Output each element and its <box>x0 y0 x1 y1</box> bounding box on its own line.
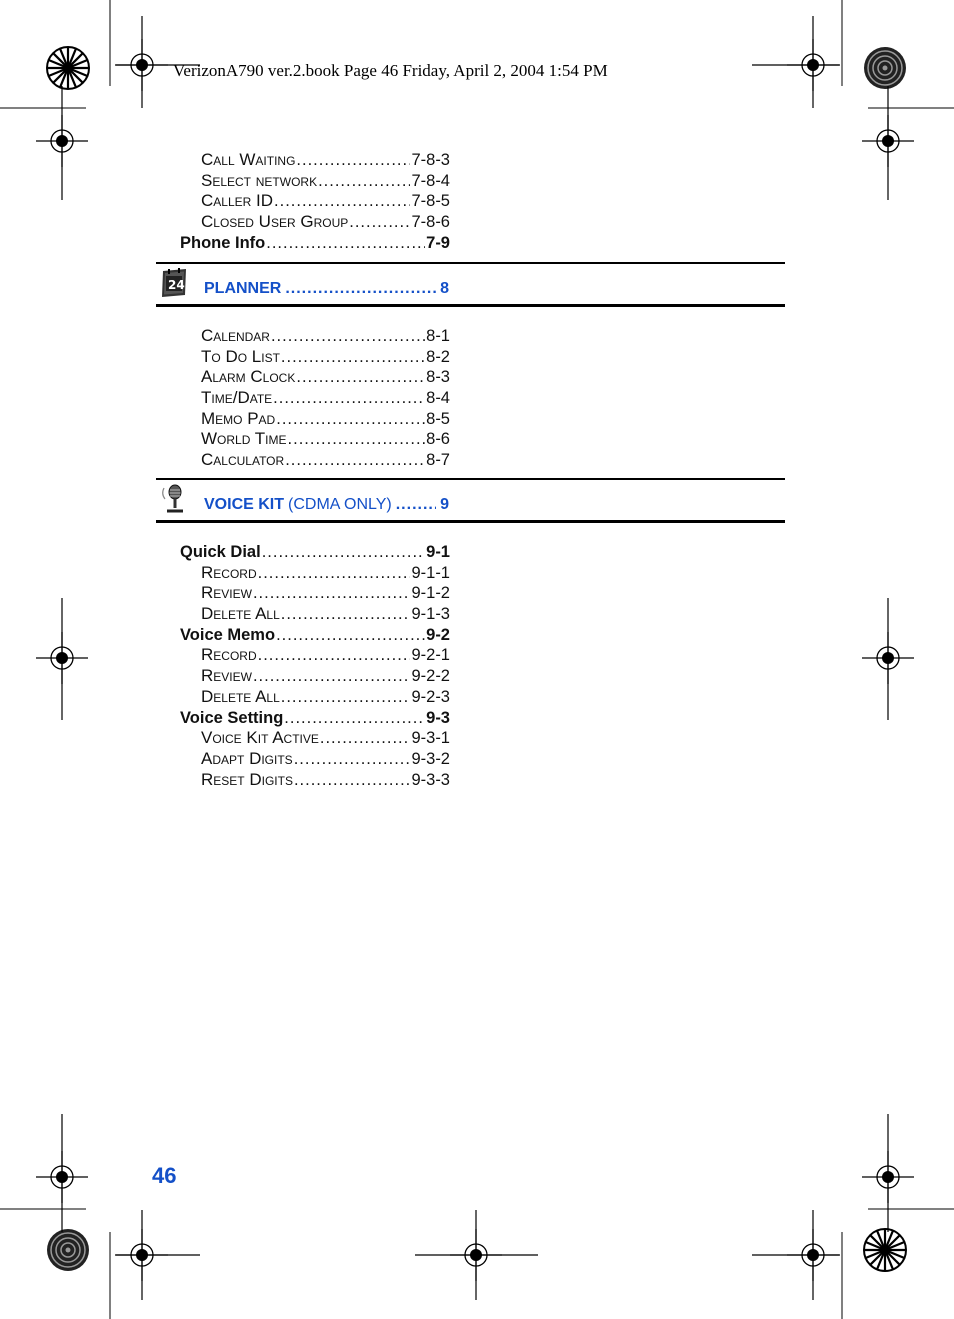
toc-entry-label: Voice Kit Active <box>201 728 319 748</box>
leader-dots <box>281 604 411 625</box>
leader-dots <box>253 583 411 604</box>
toc-entry-label: Phone Info <box>180 233 266 252</box>
leader-dots <box>273 388 425 409</box>
chapter-title-voice-kit <box>204 496 449 514</box>
toc-entry-label: Delete All <box>201 604 280 624</box>
toc-entry-page: 8-3 <box>426 368 450 387</box>
toc-entry-page: 9-1-2 <box>411 584 450 603</box>
toc-entry-page: 8-5 <box>426 409 450 428</box>
leader-dots <box>285 450 425 471</box>
leader-dots <box>294 770 411 791</box>
chapter-header-planner <box>156 262 785 307</box>
toc-entry <box>180 645 450 666</box>
toc-entry <box>180 687 450 708</box>
leader-dots <box>296 150 410 171</box>
toc-entry-page: 9-3 <box>426 708 450 727</box>
leader-dots <box>258 563 411 584</box>
toc-entry-label: Calculator <box>201 450 285 470</box>
toc-block-phone <box>180 150 450 253</box>
toc-entry-page: 9-2-3 <box>411 687 450 706</box>
toc-entry <box>180 429 450 450</box>
toc-entry <box>180 450 450 471</box>
leader-dots <box>276 409 425 430</box>
toc-entry <box>180 708 450 729</box>
toc-entry-page: 8-6 <box>426 430 450 449</box>
toc-entry <box>180 583 450 604</box>
chapter-name: VOICE KIT <box>204 496 285 513</box>
toc-entry-label: Review <box>201 666 252 686</box>
toc-entry <box>180 625 450 646</box>
leader-dots <box>281 347 425 368</box>
toc-entry-label: Calendar <box>201 326 270 345</box>
leader-dots <box>274 191 410 212</box>
chapter-qualifier: (CDMA ONLY) <box>288 496 392 513</box>
toc-entry <box>180 542 450 563</box>
toc-entry-label: Record <box>201 645 257 665</box>
toc-entry-label: Adapt Digits <box>201 748 293 768</box>
leader-dots <box>320 728 411 749</box>
toc-entry-label: Caller ID <box>201 191 274 211</box>
toc-entry-label: Reset Digits <box>201 769 293 789</box>
toc-entry-page: 9-3-1 <box>411 729 450 748</box>
toc-entry <box>180 191 450 212</box>
leader-dots <box>281 687 411 708</box>
toc-entry-page: 8-1 <box>426 327 450 345</box>
toc-block-voice-kit <box>180 542 450 790</box>
toc-entry-label: Quick Dial <box>180 543 261 561</box>
leader-dots <box>262 542 425 563</box>
toc-entry-page: 7-8-5 <box>411 192 450 211</box>
chapter-number: 8 <box>440 280 449 297</box>
svg-text:24: 24 <box>168 278 185 292</box>
toc-entry <box>180 347 450 368</box>
toc-entry <box>180 666 450 687</box>
leader-dots <box>296 367 425 388</box>
calendar-24-icon <box>160 268 188 298</box>
leader-dots <box>271 326 425 347</box>
toc-entry-page: 7-9 <box>426 233 450 252</box>
toc-entry-label: Memo Pad <box>201 408 276 428</box>
leader-dots <box>318 171 410 192</box>
toc-entry <box>180 326 450 347</box>
toc-entry <box>180 388 450 409</box>
toc-entry-label: Voice Memo <box>180 625 276 644</box>
toc-entry <box>180 367 450 388</box>
toc-entry <box>180 233 450 254</box>
leader-dots <box>258 645 411 666</box>
toc-entry <box>180 728 450 749</box>
chapter-header-voice-kit <box>156 478 785 523</box>
toc-entry-page: 9-2-2 <box>411 667 450 686</box>
toc-entry-page: 9-3-2 <box>411 749 450 768</box>
toc-entry <box>180 604 450 625</box>
leader-dots <box>349 212 410 233</box>
toc-entry-page: 7-8-3 <box>411 151 450 169</box>
toc-entry-label: Record <box>201 562 257 582</box>
leader-dots <box>288 429 426 450</box>
leader-dots <box>294 749 411 770</box>
toc-entry <box>180 770 450 791</box>
toc-entry-page: 7-8-6 <box>411 213 450 232</box>
microphone-icon <box>160 484 188 514</box>
toc-entry-label: Call Waiting <box>201 150 296 169</box>
toc-entry-page: 7-8-4 <box>411 171 450 190</box>
toc-entry-label: Closed User Group <box>201 212 349 232</box>
toc-entry <box>180 563 450 584</box>
print-header-slug: VerizonA790 ver.2.book Page 46 Friday, April 2, 2004 1:54 PM <box>173 61 608 80</box>
toc-entry-page: 9-1-1 <box>411 563 450 582</box>
leader-dots <box>276 625 425 646</box>
toc-entry-label: World Time <box>201 429 287 449</box>
toc-entry-label: To Do List <box>201 346 280 366</box>
chapter-title-planner <box>204 280 449 298</box>
toc-entry-page: 8-2 <box>426 347 450 366</box>
toc-entry-page: 9-3-3 <box>411 770 450 789</box>
toc-entry-label: Delete All <box>201 686 280 706</box>
leader-dots <box>253 666 411 687</box>
toc-entry-page: 9-2-1 <box>411 646 450 665</box>
leader-dots <box>284 708 425 729</box>
toc-entry-page: 9-1 <box>426 543 450 561</box>
toc-block-planner <box>180 326 450 471</box>
chapter-name: PLANNER <box>204 280 282 297</box>
toc-entry-page: 8-7 <box>426 451 450 470</box>
toc-entry-label: Time/Date <box>201 388 273 408</box>
toc-entry-label: Voice Setting <box>180 708 284 727</box>
toc-entry <box>180 409 450 430</box>
toc-entry <box>180 150 450 171</box>
chapter-number: 9 <box>440 496 449 513</box>
toc-entry-page: 8-4 <box>426 389 450 408</box>
toc-entry-label: Select network <box>201 170 318 190</box>
toc-entry-page: 9-2 <box>426 625 450 644</box>
toc-entry <box>180 749 450 770</box>
toc-entry <box>180 212 450 233</box>
toc-entry-page: 9-1-3 <box>411 605 450 624</box>
page-number: 46 <box>152 1163 177 1188</box>
toc-entry <box>180 171 450 192</box>
leader-dots <box>266 233 425 254</box>
toc-entry-label: Review <box>201 583 252 603</box>
toc-entry-label: Alarm Clock <box>201 367 296 387</box>
